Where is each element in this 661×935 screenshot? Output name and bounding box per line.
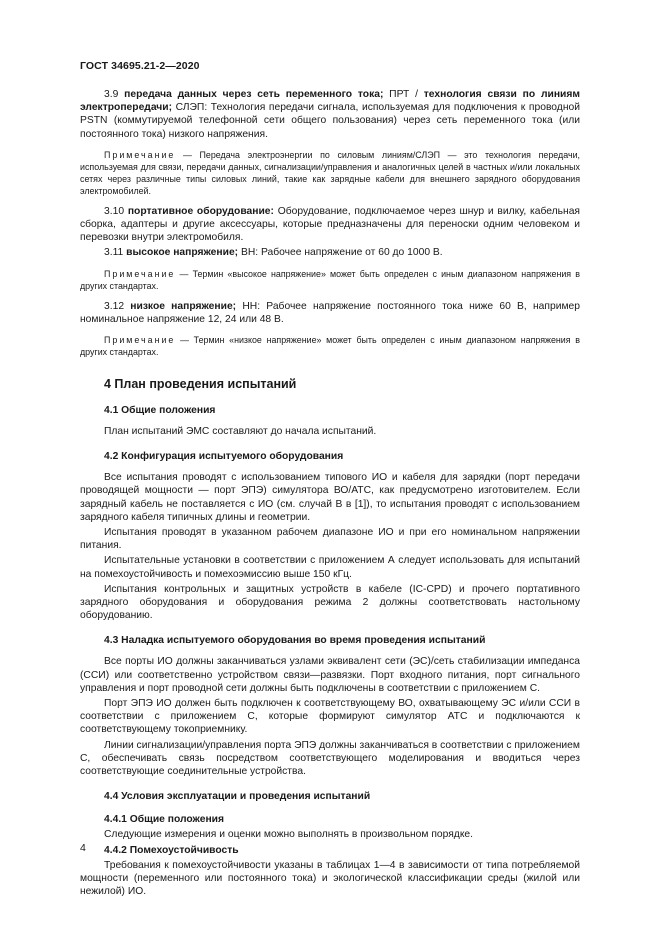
section-4-2-paragraph-4: Испытания контрольных и защитных устройств в кабеле (IC-CPD) и прочего портативного зарядного оборудования и оборудования режима 2 должны соответствовать настольному оборудованию. xyxy=(80,583,580,622)
note-text: — Передача электроэнергии по силовым линиям/СЛЭП — это технология передачи, используемая для связи, передачи данных, сигнализации/управления и аналогичных целей в частных и/или локальных сетях через различные типы силовых линий, такие как зарядные кабели для внешнего зарядного оборудования электромобилей. xyxy=(80,149,580,196)
term-3-11 xyxy=(80,246,580,259)
note-text: — Термин «высокое напряжение» может быть определен с иным диапазоном напряжения в других стандартах. xyxy=(80,268,580,291)
page-content xyxy=(80,88,580,898)
term-definition: Оборудование, подключаемое через шнур и вилку, кабельная сборка, адаптеры и другие аксессуары, которые предназначены для переноски одним человеком и перевозки внутри электромобиля. xyxy=(80,205,580,244)
section-4-4-2-heading: 4.4.2 Помехоустойчивость xyxy=(104,844,239,856)
section-4-4-1-paragraph: Следующие измерения и оценки можно выполнять в произвольном порядке. xyxy=(104,829,474,841)
section-4-3-paragraph-3: Линии сигнализации/управления порта ЭПЭ должны заканчиваться в соответствии с приложением С, обеспечивать связь посредством соответствующего моделирования и вводиться через соответствующие соединительные устройства. xyxy=(80,739,580,778)
term-definition: НН: Рабочее напряжение постоянного тока ниже 60 В, например номинальное напряжение 12, 24 или 48 В. xyxy=(80,300,580,325)
term-3-9 xyxy=(80,88,580,141)
section-4-1-paragraph: План испытаний ЭМС составляют до начала испытаний. xyxy=(104,426,377,438)
page-number: 4 xyxy=(80,842,86,854)
note-3-11 xyxy=(80,268,580,292)
term-name-alt: технология связи по линиям электропередачи; xyxy=(80,89,581,114)
term-definition: СЛЭП: Технология передачи сигнала, используемая для подключения к проводной PSTN (коммутируемой телефонной сети общего пользования) через сеть переменного тока (или постоянного тока) низкого напряжения. xyxy=(80,102,580,140)
note-text: — Термин «низкое напряжение» может быть определен с иным диапазоном напряжения в других стандартах. xyxy=(80,335,580,358)
note-label: Примечание xyxy=(104,149,176,160)
note-3-9 xyxy=(80,149,580,197)
term-3-10 xyxy=(80,205,580,245)
term-abbrev: ПРТ / xyxy=(383,89,424,100)
term-number: 3.12 xyxy=(104,300,125,312)
section-4-4-1-heading: 4.4.1 Общие положения xyxy=(104,814,224,826)
term-name: портативное оборудование: xyxy=(127,205,274,217)
section-4-3-paragraph-1: Все порты ИО должны заканчиваться узлами эквивалент сети (ЭС)/сеть стабилизации импеданса (ССИ) или соответственно устройством связи—развязки. Порт входного питания, порт сигнального управления и порт проводной сети должны быть подключены в соответствии с приложением С. xyxy=(80,656,580,694)
term-definition: ВН: Рабочее напряжение от 60 до 1000 В. xyxy=(238,247,443,259)
note-3-12 xyxy=(80,334,580,358)
term-name: передача данных через сеть переменного тока; xyxy=(124,89,384,100)
term-name: высокое напряжение; xyxy=(126,247,239,259)
section-4-3-heading: 4.3 Наладка испытуемого оборудования во время проведения испытаний xyxy=(104,635,486,647)
section-4-3-paragraph-2: Порт ЭПЭ ИО должен быть подключен к соответствующему ВО, охватывающему ЭС и/или ССИ в соответствии с приложением С, которые формируют симулятор АТС и подключаются к соответствующему токоприемнику. xyxy=(80,698,580,736)
section-4-2-heading: 4.2 Конфигурация испытуемого оборудования xyxy=(104,451,344,463)
section-4-2-paragraph-1: Все испытания проводят с использованием типового ИО и кабеля для зарядки (порт передачи проводящей мощности — порт ЭПЭ) симулятора ВО/АТС, как предусмотрено изготовителем. Если зарядный кабель не поставляется с ИО (см. случай В в [1]), то испытания проводят с использованием зарядного кабеля типичных длины и геометрии. xyxy=(80,472,580,523)
section-4-4-2-paragraph: Требования к помехоустойчивости указаны в таблицах 1—4 в зависимости от типа потребляемой мощности (переменного или постоянного тока) и экологической классификации среды (жилой или нежилой) ИО. xyxy=(80,859,580,897)
term-number: 3.10 xyxy=(104,205,125,217)
term-number: 3.11 xyxy=(104,247,124,259)
section-4-heading: 4 План проведения испытаний xyxy=(104,377,297,392)
term-3-12 xyxy=(80,300,580,326)
note-label: Примечание xyxy=(104,268,176,279)
term-number: 3.9 xyxy=(104,89,119,100)
section-4-2-paragraph-3: Испытательные установки в соответствии с приложением А следует использовать для испытаний на помехоустойчивость и помехоэмиссию выше 150 кГц. xyxy=(80,555,580,580)
term-name: низкое напряжение; xyxy=(130,300,237,312)
note-label: Примечание xyxy=(104,335,176,346)
section-4-2-paragraph-2: Испытания проводят в указанном рабочем диапазоне ИО и при его номинальном напряжении питания. xyxy=(80,527,580,552)
standard-header: ГОСТ 34695.21-2—2020 xyxy=(80,60,200,72)
section-4-1-heading: 4.1 Общие положения xyxy=(104,405,216,417)
section-4-4-heading: 4.4 Условия эксплуатации и проведения испытаний xyxy=(104,791,371,803)
